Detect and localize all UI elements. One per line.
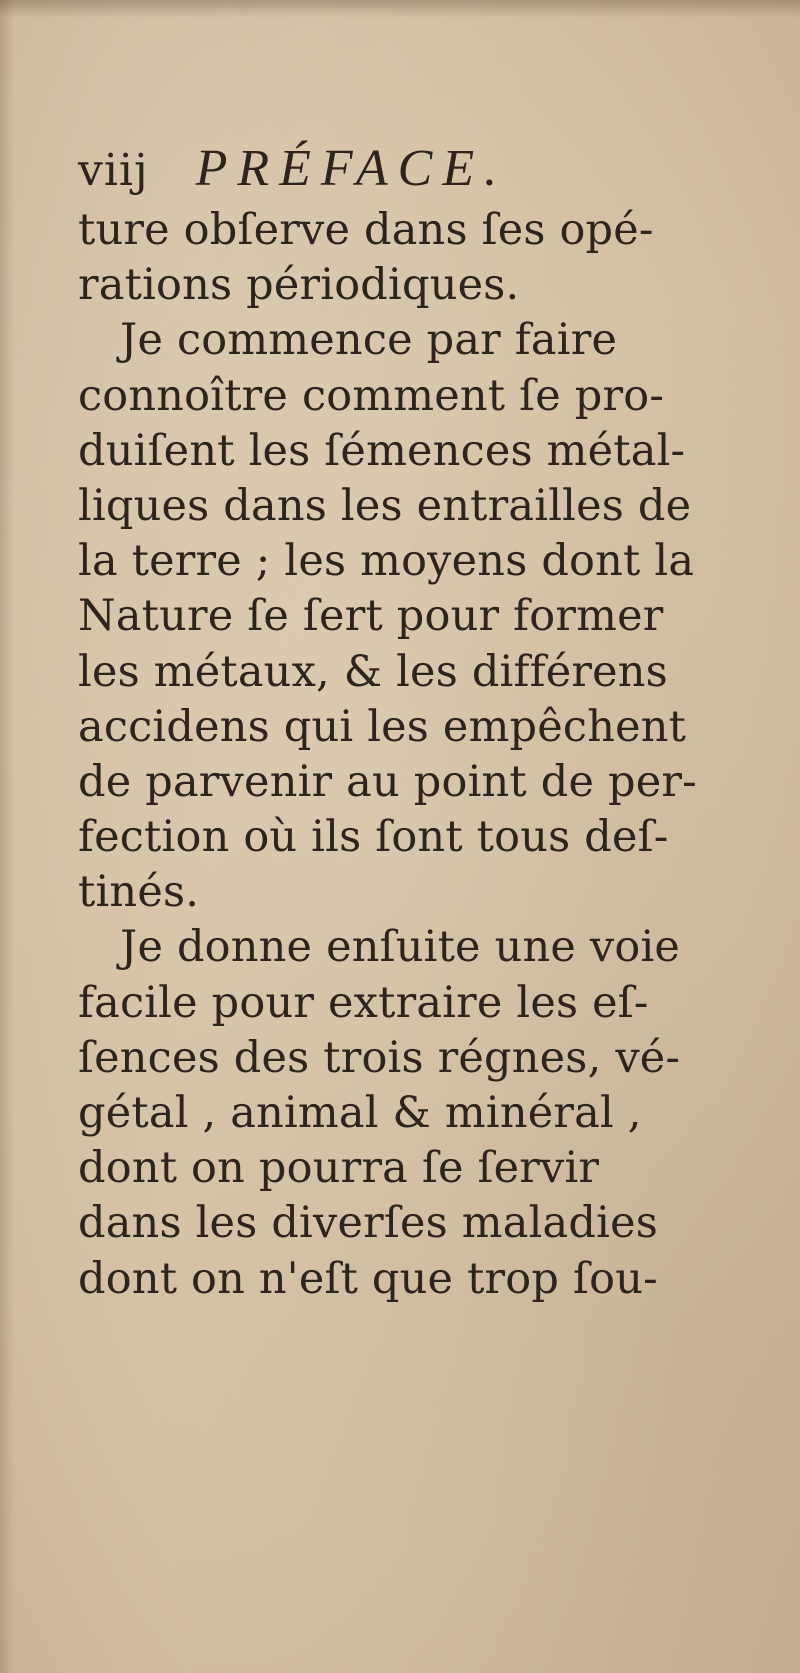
- text-line: dont on n'eſt que trop ſou-: [78, 1253, 658, 1304]
- text-line: dans les diverſes maladies: [78, 1198, 658, 1249]
- body-text: [78, 203, 778, 1307]
- text-line: de parvenir au point de per-: [78, 756, 697, 807]
- page-top-edge-shadow: [0, 0, 800, 18]
- text-line: connoître comment ſe pro-: [78, 370, 665, 421]
- text-line: Je commence par faire: [120, 315, 618, 366]
- text-line: ſences des trois régnes, vé-: [78, 1032, 681, 1083]
- text-line: liques dans les entrailles de: [78, 480, 692, 531]
- text-line: la terre ; les moyens dont la: [78, 536, 695, 587]
- text-line: duiſent les ſémences métal-: [78, 425, 686, 476]
- text-line: gétal , animal & minéral ,: [78, 1088, 642, 1138]
- text-line: facile pour extraire les eſ-: [78, 977, 649, 1028]
- text-line: les métaux, & les différens: [78, 646, 668, 697]
- text-line: dont on pourra ſe ſervir: [78, 1143, 600, 1194]
- page-header: [78, 138, 507, 201]
- text-line: accidens qui les empêchent: [78, 701, 687, 752]
- text-line: fection où ils ſont tous deſ-: [78, 812, 669, 863]
- page-left-edge-shadow: [0, 0, 14, 1673]
- text-line: rations périodiques.: [78, 260, 520, 311]
- page-number: viij: [78, 145, 149, 196]
- text-line: Je donne enſuite une voie: [120, 922, 681, 973]
- text-line: Nature ſe ſert pour former: [78, 591, 664, 642]
- text-line: tinés.: [78, 867, 200, 918]
- running-title: PRÉFACE.: [195, 140, 508, 197]
- text-line: ture obſerve dans ſes opé-: [78, 205, 654, 255]
